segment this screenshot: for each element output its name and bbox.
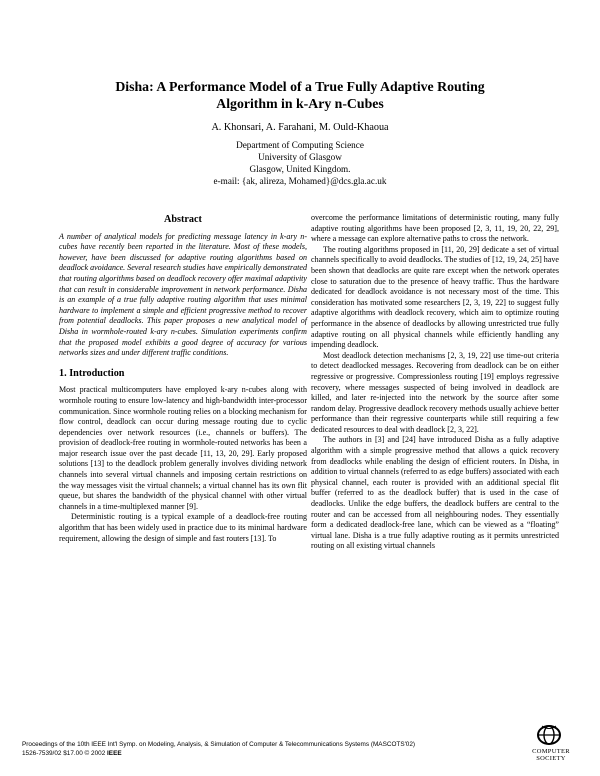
footer-proceedings: Proceedings of the 10th IEEE Int'l Symp. on Modeling, Analysis, & Simulation of Computer & Telecommunications Systems (MASCOTS'02) bbox=[22, 741, 416, 748]
affiliation-univ: University of Glasgow bbox=[258, 152, 342, 162]
logo-line-1: COMPUTER bbox=[532, 748, 570, 755]
footer-ieee: IEEE bbox=[107, 749, 122, 757]
affiliation-city: Glasgow, United Kingdom. bbox=[249, 164, 351, 174]
left-column bbox=[59, 215, 307, 544]
intro-paragraph-4: The routing algorithms proposed in [11, 20, 29] dedicate a set of virtual channels specifically to avoid deadlocks. The studies of [12, 19, 24, 25] have been shown that deadlocks are quite rare except when the network operates close to saturation due to the presence of heavy traffic. Thus the hardware dedicated for deadlock avoidance is not necessary most of the time. This consideration has motivated some researchers [2, 3, 19, 22] to suggest fully adaptive algorithms with deadlock recovery, which aim to optimize routing performance in the absence of deadlocks by allowing unrestricted true fully adaptive routing on all physical channels while efficiently handling any impending deadlock. bbox=[311, 244, 559, 350]
logo-line-2: SOCIETY bbox=[536, 755, 566, 762]
paper-title bbox=[60, 78, 540, 112]
intro-paragraph-3: overcome the performance limitations of deterministic routing, many fully adaptive routing algorithms have been proposed [2, 3, 11, 19, 20, 22, 29], where a message can explore alternative paths to cross the network. bbox=[311, 213, 559, 244]
authors: A. Khonsari, A. Farahani, M. Ould-Khaoua bbox=[211, 122, 389, 133]
title-line-2: Algorithm in k-Ary n-Cubes bbox=[216, 96, 384, 111]
right-column bbox=[311, 213, 559, 552]
intro-paragraph-1: Most practical multicomputers have employed k-ary n-cubes along with wormhole routing to ensure low-latency and high-bandwidth inter-processor communication. Since wormhole routing relies on a blocking mechanism for flow control, deadlock can occur during message routing due to cyclic dependencies over network resources (i.e., channels or buffers). The provision of deadlock-free routing in wormhole-routed networks has been a major research issue over the past decade [11, 13, 20, 29]. Early proposed solutions [13] to the deadlock problem generally involves dividing network channels into several virtual channels and imposing certain restrictions on the way messages visit the virtual channels; a virtual channel has its own flit queue, but shares the bandwidth of the physical channel with other virtual channels in a time-multiplexed manner [9]. bbox=[59, 385, 307, 511]
section-heading-introduction: 1. Introduction bbox=[59, 367, 125, 379]
abstract-heading: Abstract bbox=[164, 214, 202, 225]
footer-copyright bbox=[22, 750, 492, 759]
affiliation-dept: Department of Computing Science bbox=[236, 140, 364, 150]
affiliation-email: e-mail: {ak, alireza, Mohamed}@dcs.gla.ac.uk bbox=[213, 176, 387, 186]
intro-paragraph-6: The authors in [3] and [24] have introduced Disha as a fully adaptive algorithm with a simple progressive method that allows a quick recovery from deadlocks while enabling the design of efficient routers. In Disha, in addition to virtual channels (referred to as edge buffers) associated with each physical channel, each router is provided with an additional special flit buffer (referred to as the deadlock buffer) that is used in the case of deadlocks. Unlike the edge buffers, the deadlock buffers are central to the router and can be accessed from all neighbouring nodes. They essentially form a dedicated deadlock-free lane, which can be viewed as a “floating” virtual lane. Disha is a true fully adaptive routing as it permits unrestricted routing on all existing virtual channels bbox=[311, 435, 559, 551]
affiliation bbox=[100, 139, 500, 187]
page-footer bbox=[22, 741, 492, 758]
title-line-1: Disha: A Performance Model of a True Fully Adaptive Routing bbox=[115, 79, 485, 94]
abstract-text: A number of analytical models for predicting message latency in k-ary n-cubes have recently been reported in the literature. Most of these models, however, have been discussed for adaptive routing algorithms based on deadlock avoidance. Several research studies have empirically demonstrated that routing algorithms based on deadlock recovery offer maximal adaptivity that can result in considerable improvement in network performance. Disha is an example of a true fully adaptive routing algorithm that uses minimal hardware to implement a simple and efficient progressive method to recover from potential deadlocks. This paper proposes a new analytical model of Disha in wormhole-routed k-ary n-cubes. Simulation experiments confirm that the proposed model exhibits a good degree of accuracy for various networks sizes and under different traffic conditions. bbox=[59, 231, 307, 358]
computer-society-label bbox=[520, 748, 582, 762]
footer-issn: 1526-7539/02 $17.00 © 2002 bbox=[22, 749, 106, 757]
intro-paragraph-2: Deterministic routing is a typical example of a deadlock-free routing algorithm that has been widely used in practice due to its minimal hardware requirement, allowing the design of simple and fast routers [13]. To bbox=[59, 512, 307, 543]
intro-paragraph-5: Most deadlock detection mechanisms [2, 3, 19, 22] use time-out criteria to detect deadlocked messages. Recovering from deadlock can be on either regressive or progressive. Compressionless routing [19] employs regressive recovery, where messages suspected of being involved in deadlock are killed, and later re-injected into the network by the source after some random delay. Progressive deadlock recovery methods usually achieve better performance than their regressive counterparts while still requiring a few dedicated resources to deal with deadlock [2, 3, 22]. bbox=[311, 350, 559, 434]
